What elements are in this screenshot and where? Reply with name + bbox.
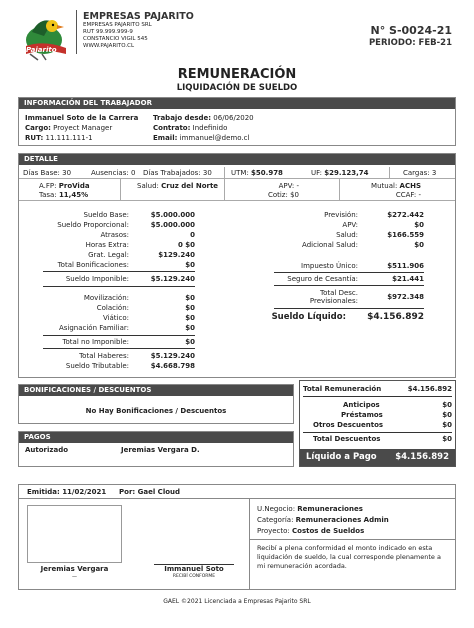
descuento-row [274, 240, 424, 250]
amount-label: Movilización: [83, 294, 129, 302]
conformidad-text: Recibí a plena conformidad el monto indicado en esta liquidación de sueldo, la cual corresponde plenamente a mi remuneración acordada. [257, 544, 441, 570]
total-previsionales-value: $972.348 [387, 293, 424, 301]
amount-value: $21.441 [392, 275, 424, 283]
amount-value: $166.559 [387, 231, 424, 239]
autorizado-label: Autorizado [25, 446, 69, 454]
utm: UTM: $50.978 [231, 169, 283, 177]
descuentos-list [271, 210, 424, 322]
worker-cargo: Proyect Manager [53, 124, 113, 132]
liquido-pago-bar [300, 449, 455, 466]
autorizado-name: Jeremias Vergara D. [121, 446, 200, 454]
total-remuneracion: Total Remuneración $4.156.892 [303, 385, 452, 393]
salud-info: Salud: Cruz del Norte [137, 182, 219, 190]
worker-trabajo: 06/06/2020 [213, 114, 254, 122]
spacer [274, 250, 424, 261]
worker-email[interactable]: immanuel@demo.cl [179, 134, 250, 142]
total-no-imponible-row [43, 337, 195, 347]
haber-row [43, 210, 195, 220]
detalle-section [18, 153, 456, 378]
bonif-section [18, 384, 294, 424]
signer2-sub: RECIBÍ CONFORME [172, 574, 216, 579]
amount-value: 0 $0 [177, 241, 195, 249]
bonif-section-header: BONIFICACIONES / DESCUENTOS [19, 385, 293, 396]
amount-label: Sueldo Tributable: [65, 362, 129, 370]
amount-label: Total Bonificaciones: [57, 261, 129, 269]
total-haberes-row [43, 351, 195, 361]
descuento-row [274, 230, 424, 240]
divider [43, 335, 195, 336]
divider [43, 271, 195, 272]
company-legal: EMPRESAS PAJARITO SRL [83, 22, 152, 28]
company-logo [22, 10, 72, 62]
amount-value: $511.906 [387, 262, 424, 270]
signature-box [27, 505, 122, 563]
amount-value: $0 [185, 324, 195, 332]
haber-row [43, 250, 195, 260]
emitida: Emitida: 11/02/2021 [27, 488, 107, 496]
cesantia-row [274, 274, 424, 284]
amount-value: $0 [185, 338, 195, 346]
sueldo-tributable-row [43, 361, 195, 371]
amount-label: Total Haberes: [79, 352, 129, 360]
amount-value: $4.156.892 [367, 312, 424, 322]
amount-value: $5.000.000 [150, 211, 195, 219]
negocio: U.Negocio: Remuneraciones [257, 505, 363, 513]
signer1-name: Jeremias Vergara [40, 565, 109, 573]
no-imponible-row [43, 323, 195, 333]
ausencias: Ausencias: 0 [91, 169, 136, 177]
cargo-label: Cargo: [25, 124, 51, 132]
rut-label: RUT: [25, 134, 44, 142]
amount-label: Viático: [102, 314, 129, 322]
haber-row [43, 260, 195, 270]
sueldo-liquido-row [266, 312, 424, 322]
haberes-list [43, 210, 195, 371]
otros-row: Otros Descuentos $0 [313, 421, 452, 429]
amount-label: Total no Imponible: [62, 338, 129, 346]
pagos-section [18, 431, 294, 467]
no-imponible-row [43, 303, 195, 313]
dias-base: Días Base: 30 [23, 169, 72, 177]
amount-value: $5.000.000 [150, 221, 195, 229]
amount-value: $129.240 [158, 251, 195, 259]
footer-section [18, 484, 456, 590]
amount-label: Sueldo Base: [83, 211, 129, 219]
amount-label: Salud: [336, 231, 358, 239]
divider [274, 285, 424, 286]
imponible-row [43, 274, 195, 284]
amount-label: Adicional Salud: [302, 241, 358, 249]
no-imponible-row [43, 313, 195, 323]
worker-contrato: Indefinido [192, 124, 228, 132]
signer1-sub: — [72, 574, 77, 580]
amount-label: Sueldo Líquido: [271, 312, 346, 322]
liquido-pago-value: $4.156.892 [395, 452, 449, 462]
amount-value: $272.442 [387, 211, 424, 219]
amount-value: $5.129.240 [150, 352, 195, 360]
amount-label: Previsión: [324, 211, 358, 219]
amount-value: $0 [185, 294, 195, 302]
doc-title: REMUNERACIÓN [177, 67, 297, 82]
company-info [83, 11, 194, 50]
company-rut: RUT 99.999.999-9 [83, 29, 133, 35]
company-web: WWW.PAJARITO.CL [83, 43, 135, 49]
doc-number: N° S-0024-21 [370, 24, 452, 37]
mutual-info: Mutual: ACHS CCAF: - [371, 182, 421, 199]
anticipos-row: Anticipos $0 [343, 401, 452, 409]
copyright: GAEL ©2021 Licenciada a Empresas Pajarito SRL [163, 598, 311, 605]
impuesto-row [274, 261, 424, 271]
divider [43, 286, 195, 287]
doc-period: PERIODO: FEB-21 [368, 38, 452, 48]
worker-name: Immanuel Soto de la Carrera [25, 114, 139, 122]
company-name: EMPRESAS PAJARITO [83, 11, 194, 22]
amount-label: Colación: [96, 304, 129, 312]
liquido-pago-label: Líquido a Pago [306, 452, 377, 462]
amount-value: $0 [185, 261, 195, 269]
bird-logo-icon [22, 10, 72, 62]
worker-section-header: INFORMACIÓN DEL TRABAJADOR [19, 98, 455, 109]
company-address: CONSTANCIO VIGIL 545 [83, 36, 148, 42]
pagos-section-header: PAGOS [19, 432, 293, 443]
haber-row [43, 230, 195, 240]
doc-subtitle: LIQUIDACIÓN DE SUELDO [176, 83, 298, 93]
proyecto: Proyecto: Costos de Sueldos [257, 527, 365, 535]
amount-value: $0 [185, 314, 195, 322]
haber-row [43, 240, 195, 250]
cargas: Cargas: 3 [403, 169, 437, 177]
email-label: Email: [153, 134, 178, 142]
header-divider [76, 10, 77, 54]
no-imponible-row [43, 293, 195, 303]
amount-value: $4.668.798 [150, 362, 195, 370]
descuento-row [274, 210, 424, 220]
apv-info: APV: - Cotiz: $0 [267, 182, 299, 199]
amount-label: Asignación Familiar: [58, 324, 129, 332]
categoria: Categoría: Remuneraciones Admin [257, 516, 389, 524]
amount-value: 0 [190, 231, 195, 239]
worker-section [18, 97, 456, 146]
divider [274, 272, 424, 273]
amount-value: $0 [414, 221, 424, 229]
amount-label: Horas Extra: [85, 241, 129, 249]
amount-label: Sueldo Proporcional: [57, 221, 129, 229]
logo-text: Pajarito [26, 46, 57, 54]
amount-value: $5.129.240 [150, 275, 195, 283]
prestamos-row: Préstamos $0 [341, 411, 452, 419]
totales-box [299, 380, 456, 467]
bonif-empty: No Hay Bonificaciones / Descuentos [85, 407, 227, 415]
amount-label: APV: [342, 221, 358, 229]
amount-label: Grat. Legal: [88, 251, 129, 259]
emitida-por: Por: Gael Cloud [119, 488, 181, 496]
amount-label: Sueldo Imponible: [65, 275, 129, 283]
total-descuentos: Total Descuentos $0 [313, 435, 452, 443]
descuento-row [274, 220, 424, 230]
haber-row [43, 220, 195, 230]
amount-value: $0 [414, 241, 424, 249]
amount-label: Seguro de Cesantía: [287, 275, 358, 283]
dias-trabajados: Días Trabajados: 30 [143, 169, 212, 177]
divider [43, 348, 195, 349]
contrato-label: Contrato: [153, 124, 191, 132]
total-previsionales-label: Total Desc. Previsionales: [309, 289, 358, 305]
amount-label: Atrasos: [100, 231, 129, 239]
uf: UF: $29.123,74 [311, 169, 369, 177]
signer2-name: Immanuel Soto [164, 565, 224, 573]
trabajo-label: Trabajo desde: [153, 114, 212, 122]
detalle-section-header: DETALLE [19, 154, 455, 165]
afp-info: A.FP: ProVida Tasa: 11,45% [39, 182, 90, 199]
divider [274, 308, 424, 309]
total-previsionales-row [274, 289, 424, 305]
amount-label: Impuesto Único: [301, 262, 358, 270]
amount-value: $0 [185, 304, 195, 312]
worker-rut: 11.111.111-1 [45, 134, 93, 142]
